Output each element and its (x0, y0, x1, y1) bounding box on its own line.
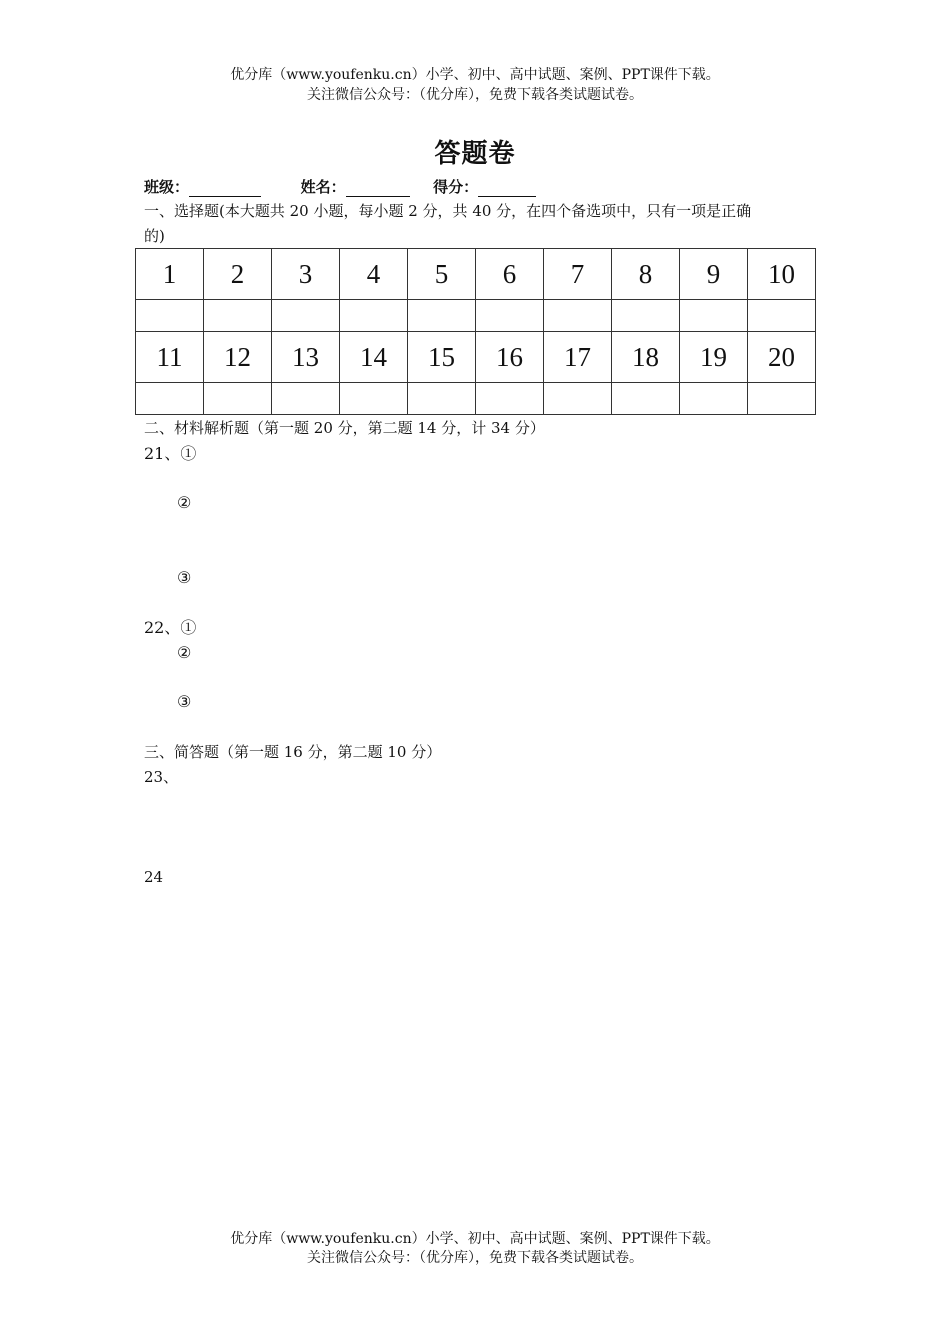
answer-cell[interactable] (476, 383, 544, 415)
answer-cell[interactable] (136, 383, 204, 415)
question-number-cell: 20 (748, 332, 816, 383)
answer-cell[interactable] (340, 300, 408, 332)
question-21-part-3: ③ (177, 568, 192, 587)
question-number-cell: 17 (544, 332, 612, 383)
answer-cell[interactable] (612, 383, 680, 415)
question-number-cell: 8 (612, 249, 680, 300)
answer-cell[interactable] (408, 300, 476, 332)
score-label: 得分： (433, 178, 479, 196)
answer-cell[interactable] (272, 300, 340, 332)
question-number-cell: 6 (476, 249, 544, 300)
question-22-part-1: 22、① (144, 618, 197, 637)
question-number-cell: 19 (680, 332, 748, 383)
header-line-1: 优分库（www.youfenku.cn）小学、初中、高中试题、案例、PPT课件下载。 (230, 67, 720, 83)
answer-cell[interactable] (340, 383, 408, 415)
question-number-cell: 14 (340, 332, 408, 383)
answer-cell[interactable] (544, 383, 612, 415)
class-blank[interactable] (189, 180, 261, 197)
answer-cell[interactable] (204, 383, 272, 415)
question-24-label: 24 (144, 868, 164, 886)
footer-line-1: 优分库（www.youfenku.cn）小学、初中、高中试题、案例、PPT课件下载。 (230, 1231, 720, 1247)
answer-cell[interactable] (612, 300, 680, 332)
question-number-cell: 16 (476, 332, 544, 383)
question-number-cell: 13 (272, 332, 340, 383)
question-number-cell: 10 (748, 249, 816, 300)
answer-cell[interactable] (408, 383, 476, 415)
name-label: 姓名： (300, 178, 346, 196)
header-line-2: 关注微信公众号：（优分库），免费下载各类试题试卷。 (307, 87, 643, 103)
question-number-row-2 (136, 332, 816, 383)
answer-cell[interactable] (748, 383, 816, 415)
answer-cell[interactable] (748, 300, 816, 332)
answer-cell[interactable] (544, 300, 612, 332)
question-number-cell: 7 (544, 249, 612, 300)
question-number-cell: 1 (136, 249, 204, 300)
question-22-part-2: ② (177, 643, 192, 662)
student-info-row (144, 177, 536, 197)
section3-heading: 三、简答题（第一题 16 分，第二题 10 分） (144, 743, 442, 761)
answer-cell[interactable] (272, 383, 340, 415)
answer-row-1 (136, 300, 816, 332)
answer-cell[interactable] (680, 383, 748, 415)
question-number-cell: 9 (680, 249, 748, 300)
page-title: 答题卷 (434, 139, 516, 169)
class-label: 班级： (144, 178, 190, 196)
question-21-part-1: 21、① (144, 444, 197, 463)
question-number-cell: 3 (272, 249, 340, 300)
name-blank[interactable] (346, 180, 410, 197)
question-number-cell: 4 (340, 249, 408, 300)
score-blank[interactable] (478, 180, 536, 197)
section1-heading-line1: 一、选择题(本大题共 20 小题，每小题 2 分，共 40 分，在四个备选项中，只有一项是正确 (144, 202, 752, 220)
question-number-cell: 15 (408, 332, 476, 383)
answer-grid (135, 248, 816, 415)
answer-cell[interactable] (204, 300, 272, 332)
question-number-cell: 5 (408, 249, 476, 300)
question-number-cell: 2 (204, 249, 272, 300)
question-number-cell: 12 (204, 332, 272, 383)
section1-heading-line2: 的) (144, 227, 165, 245)
footer-line-2: 关注微信公众号：（优分库），免费下载各类试题试卷。 (307, 1250, 643, 1266)
answer-cell[interactable] (136, 300, 204, 332)
question-23-label: 23、 (144, 768, 179, 786)
answer-cell[interactable] (476, 300, 544, 332)
answer-row-2 (136, 383, 816, 415)
question-22-part-3: ③ (177, 692, 192, 711)
question-number-cell: 18 (612, 332, 680, 383)
question-number-cell: 11 (136, 332, 204, 383)
section2-heading: 二、材料解析题（第一题 20 分，第二题 14 分，计 34 分） (144, 419, 545, 437)
question-number-row-1 (136, 249, 816, 300)
question-21-part-2: ② (177, 493, 192, 512)
answer-cell[interactable] (680, 300, 748, 332)
